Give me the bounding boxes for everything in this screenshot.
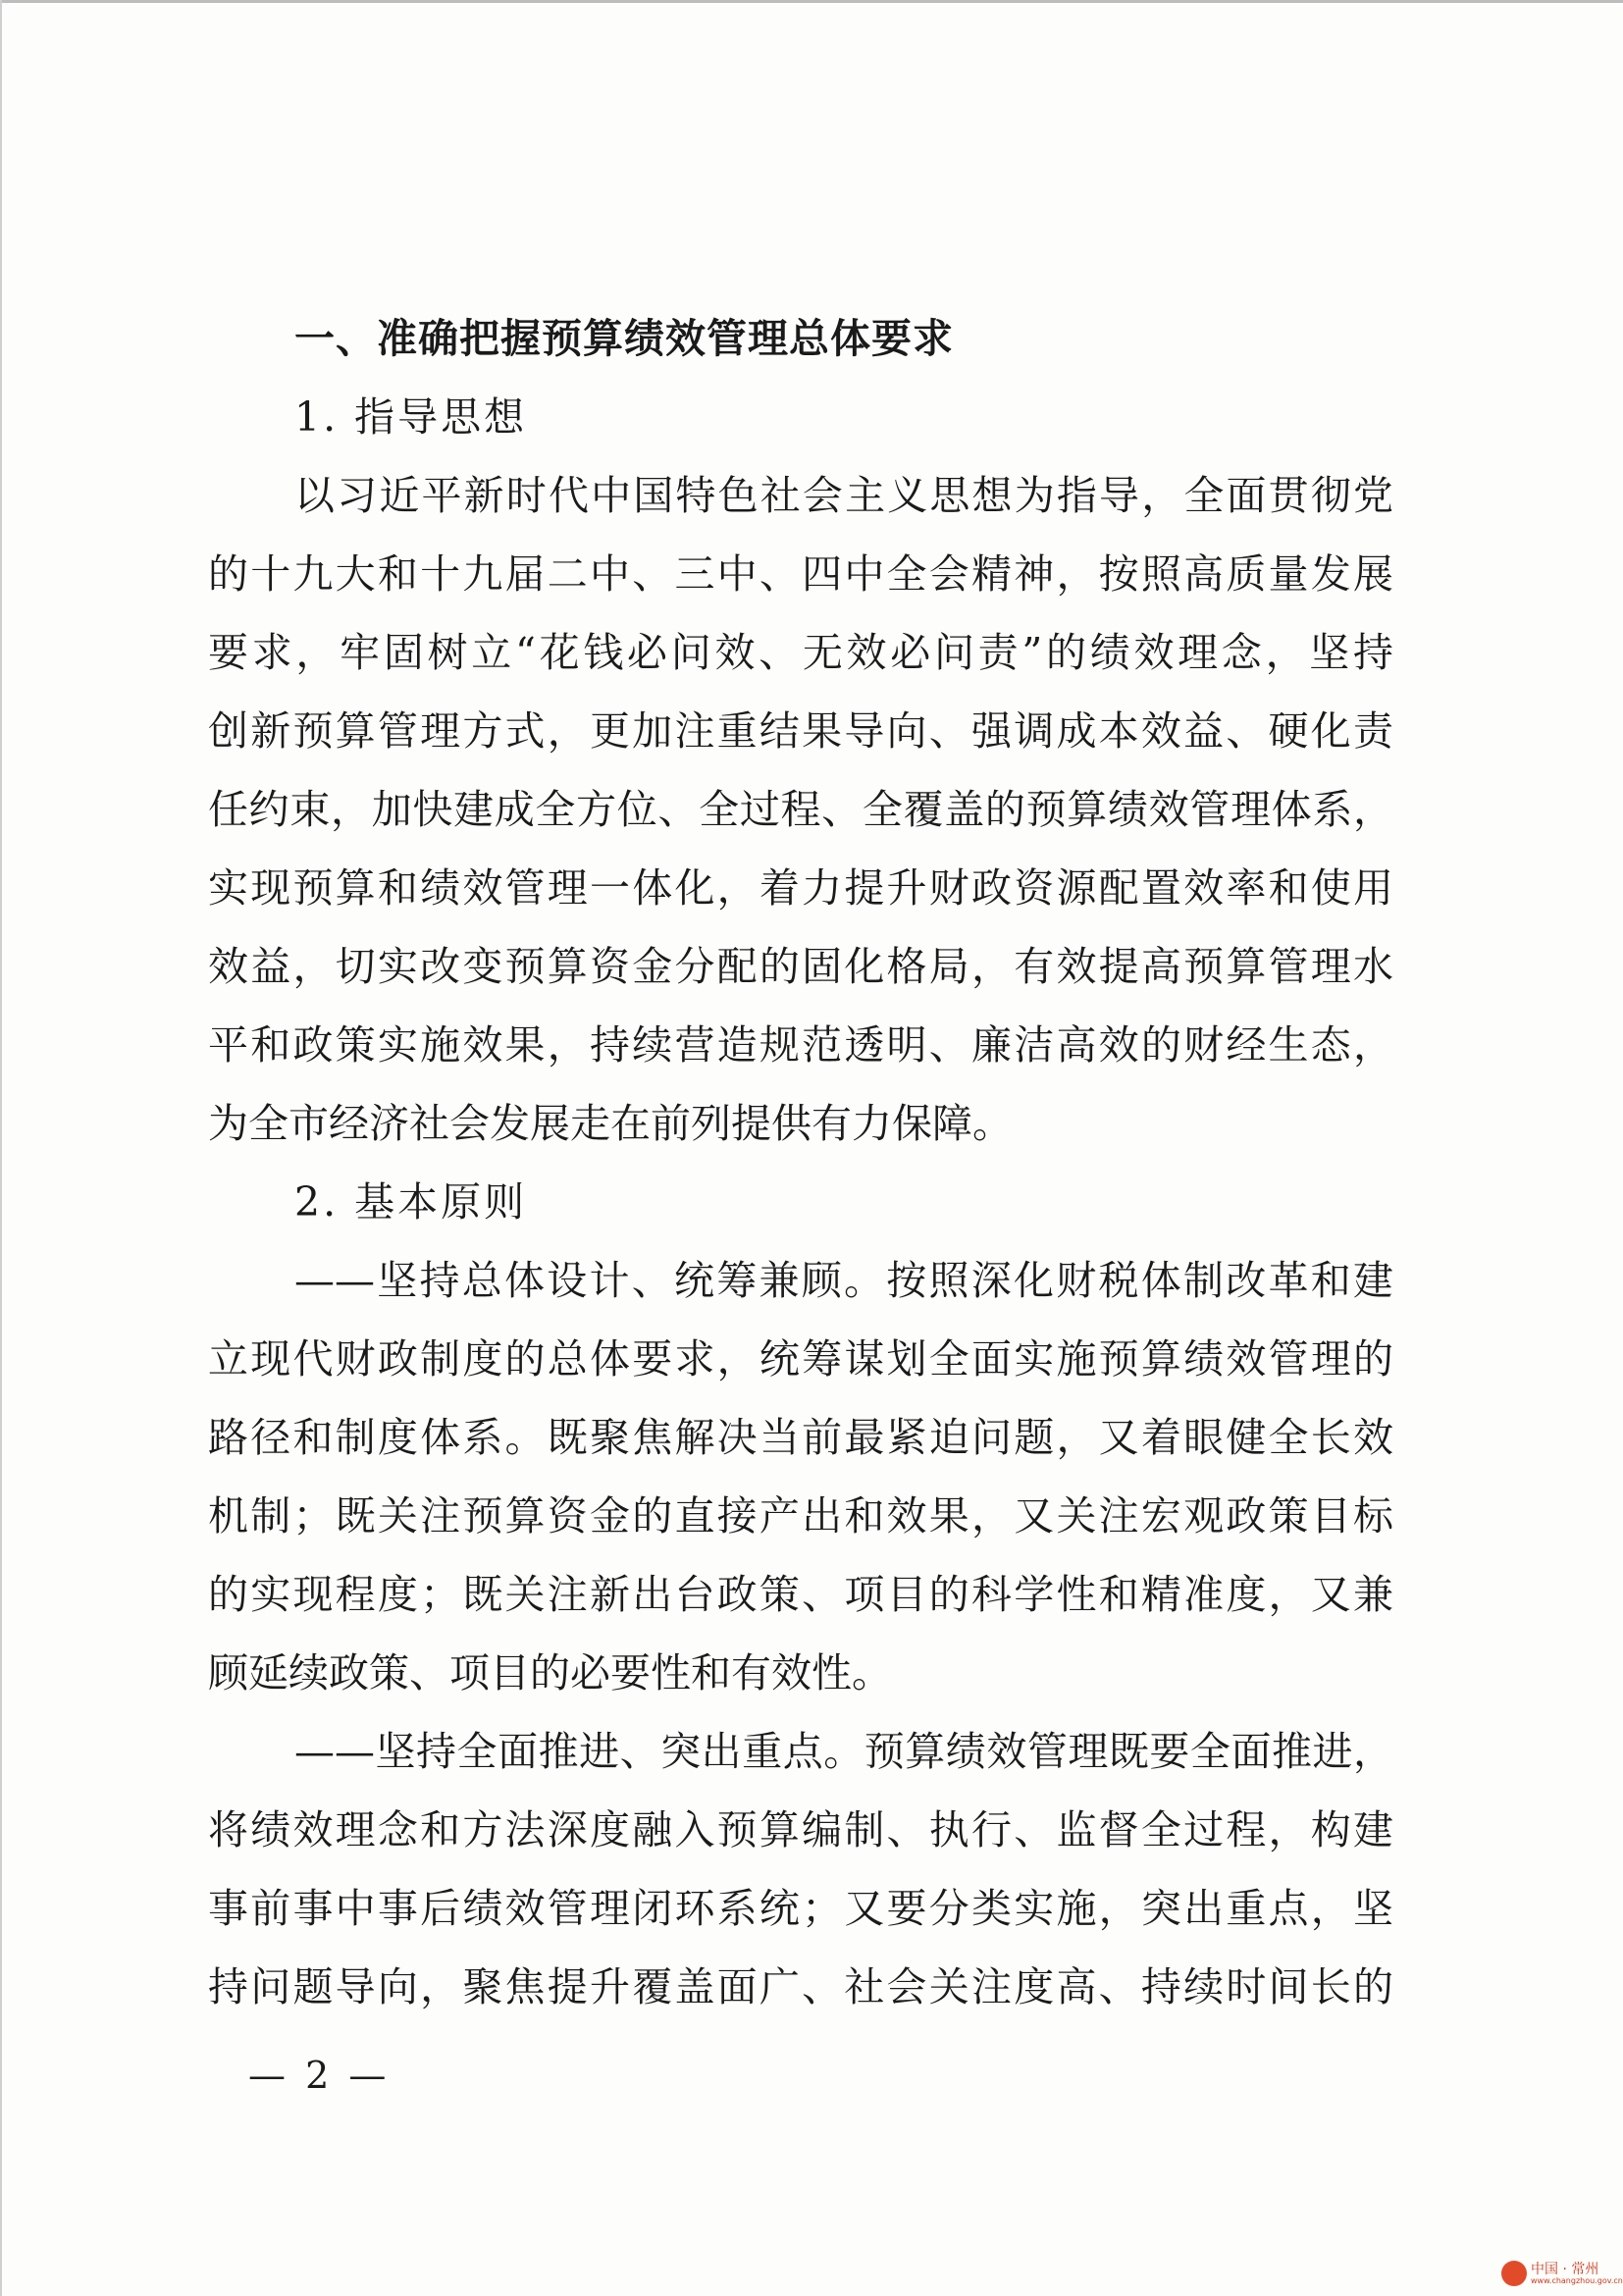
text-line: 事前事中事后绩效管理闭环系统；又要分类实施，突出重点，坚	[208, 1885, 1393, 1932]
document-body	[208, 299, 1393, 2026]
text-line: 要求，牢固树立“花钱必问效、无效必问责”的绩效理念，坚持	[208, 629, 1393, 676]
text-line: 为全市经济社会发展走在前列提供有力保障。	[208, 1100, 1013, 1147]
text-line: 以习近平新时代中国特色社会主义思想为指导，全面贯彻党	[294, 472, 1393, 519]
scan-edge-left	[0, 0, 2, 2296]
site-watermark-logo	[1501, 2257, 1623, 2292]
subheading-guiding-ideology: 1. 指导思想	[294, 393, 528, 441]
subheading-basic-principles: 2. 基本原则	[294, 1178, 528, 1226]
text-line: ——坚持总体设计、统筹兼顾。按照深化财税体制改革和建	[294, 1257, 1393, 1304]
text-line: 的实现程度；既关注新出台政策、项目的科学性和精准度，又兼	[208, 1571, 1393, 1618]
text-line: ——坚持全面推进、突出重点。预算绩效管理既要全面推进，	[294, 1728, 1393, 1775]
text-line: 持问题导向，聚焦提升覆盖面广、社会关注度高、持续时间长的	[208, 1963, 1393, 2010]
text-line: 效益，切实改变预算资金分配的固化格局，有效提高预算管理水	[208, 943, 1393, 990]
section-heading: 一、准确把握预算绩效管理总体要求	[294, 315, 954, 362]
text-line: 机制；既关注预算资金的直接产出和效果，又关注宏观政策目标	[208, 1492, 1393, 1539]
text-line: 实现预算和绩效管理一体化，着力提升财政资源配置效率和使用	[208, 864, 1393, 912]
text-line: 任约束，加快建成全方位、全过程、全覆盖的预算绩效管理体系，	[208, 786, 1393, 833]
text-line: 立现代财政制度的总体要求，统筹谋划全面实施预算绩效管理的	[208, 1335, 1393, 1383]
text-line: 顾延续政策、项目的必要性和有效性。	[208, 1649, 892, 1696]
logo-icon	[1501, 2261, 1527, 2286]
logo-text: 中国 · 常州	[1531, 2262, 1599, 2277]
logo-subtext: www.changzhou.gov.cn	[1531, 2276, 1623, 2285]
paragraph-guiding-ideology	[208, 456, 1393, 1163]
text-line: 路径和制度体系。既聚焦解决当前最紧迫问题，又着眼健全长效	[208, 1414, 1393, 1461]
text-line: 将绩效理念和方法深度融入预算编制、执行、监督全过程，构建	[208, 1806, 1393, 1853]
paragraph-principle-comprehensive	[208, 1712, 1393, 2026]
paragraph-principle-overall-design	[208, 1241, 1393, 1712]
page-number: — 2 —	[248, 2054, 391, 2097]
scan-edge-top	[0, 0, 1623, 3]
text-line: 的十九大和十九届二中、三中、四中全会精神，按照高质量发展	[208, 550, 1393, 598]
text-line: 平和政策实施效果，持续营造规范透明、廉洁高效的财经生态，	[208, 1021, 1393, 1069]
text-line: 创新预算管理方式，更加注重结果导向、强调成本效益、硬化责	[208, 707, 1393, 755]
